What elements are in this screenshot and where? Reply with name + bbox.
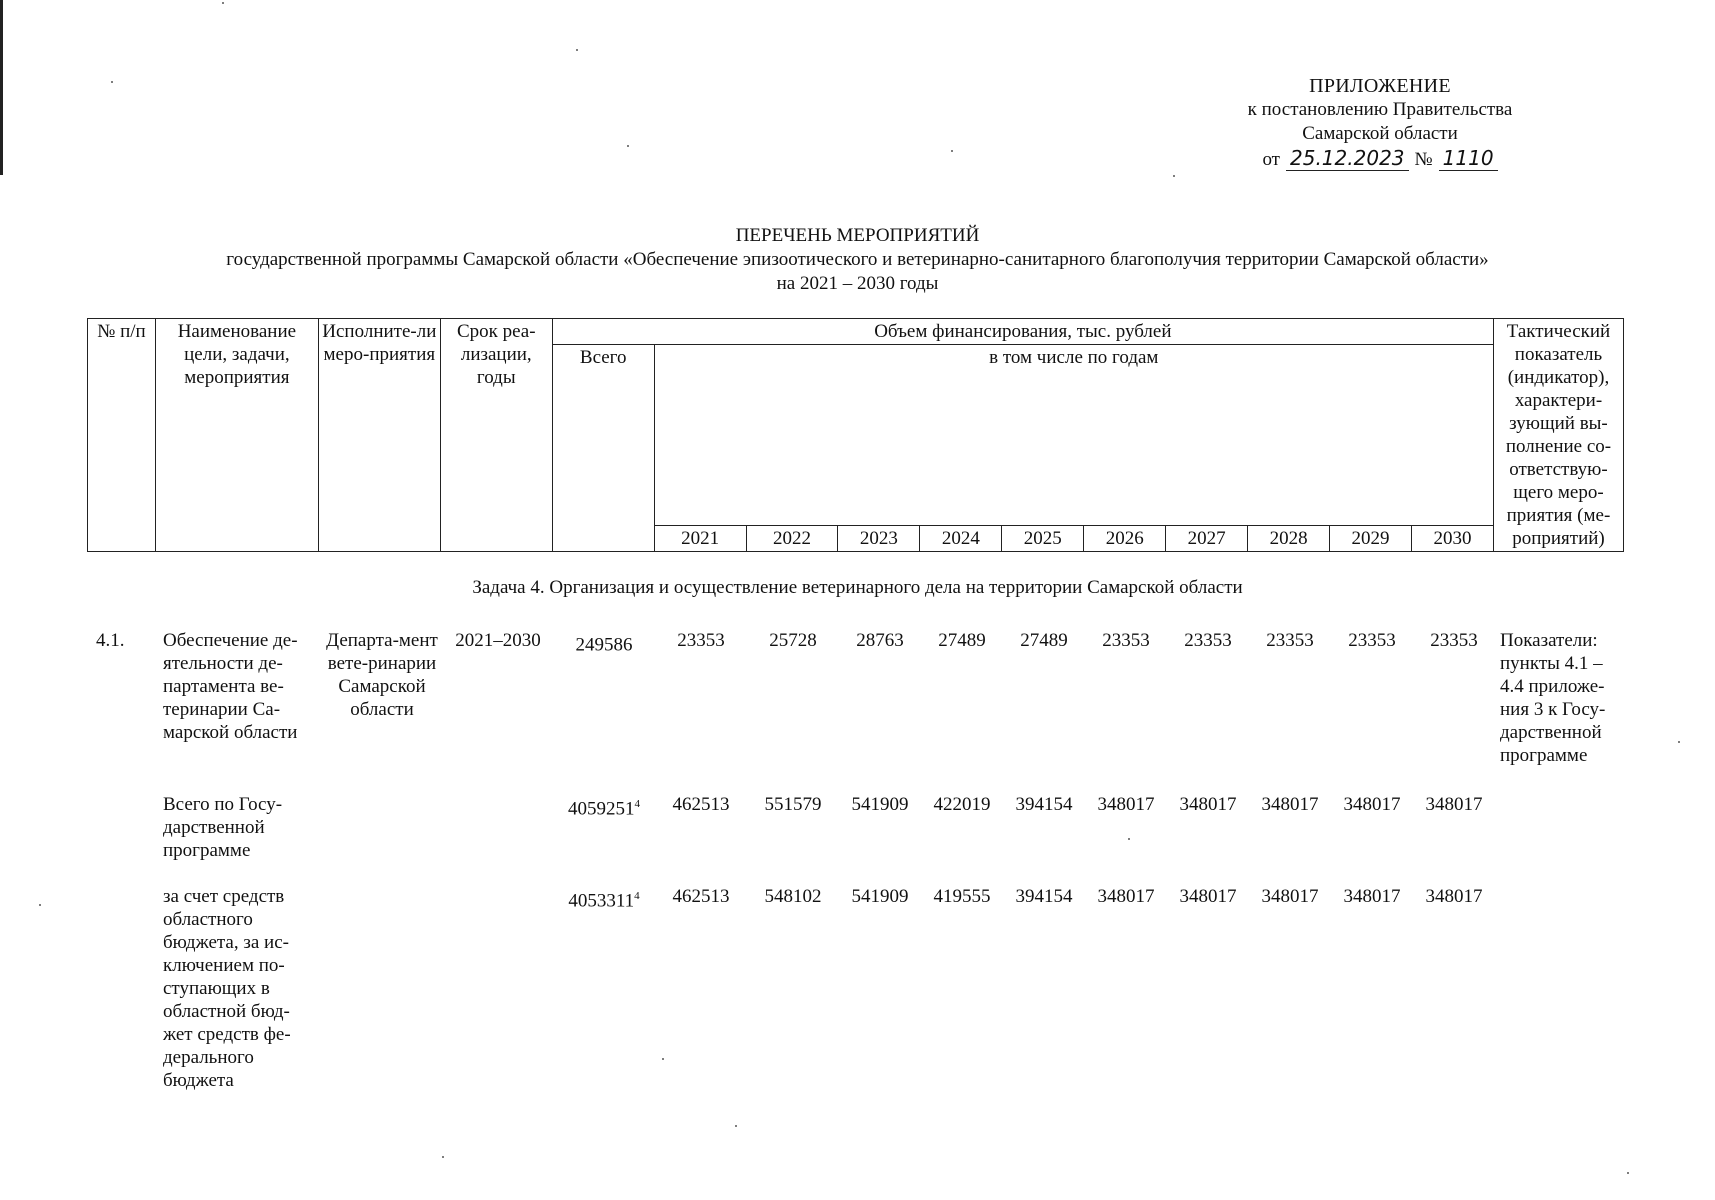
row-value-2027: 348017 (1179, 794, 1237, 815)
row-value-2025: 394154 (1015, 886, 1073, 907)
row-value-2030: 348017 (1425, 794, 1483, 815)
row-value-2029: 23353 (1348, 630, 1396, 651)
table-header (87, 318, 1624, 552)
scan-speck (735, 1125, 737, 1127)
row-value-2023: 541909 (851, 886, 909, 907)
annex-date: 25.12.2023 (1286, 146, 1409, 171)
scan-speck (222, 2, 224, 4)
header-term: Срок реа-лизации, годы (440, 319, 552, 552)
header-name: Наименование цели, задачи, мероприятия (155, 319, 318, 552)
row-value-2027: 23353 (1184, 630, 1232, 651)
row-value-2026: 348017 (1097, 794, 1155, 815)
row-value-2026: 23353 (1102, 630, 1150, 651)
document-subtitle: государственной программы Самарской области «Обеспечение эпизоотического и ветеринарно-санитарного благополучия территории Самарской области» (226, 249, 1489, 270)
annex-line-2: Самарской области (1302, 123, 1458, 144)
row-indicator: Показатели: пункты 4.1 – 4.4 приложе-ния 3 к Госу-дарственной программе (1500, 630, 1606, 766)
scan-speck (1173, 175, 1175, 177)
header-year: 2028 (1248, 526, 1330, 552)
scan-speck (662, 1058, 664, 1060)
document-title-block (0, 224, 1715, 296)
annex-line-1: к постановлению Правительства (1247, 99, 1513, 120)
row-value-2022: 551579 (764, 794, 822, 815)
row-value-2024: 27489 (938, 630, 986, 651)
header-total: Всего (552, 345, 654, 552)
header-no: № п/п (88, 319, 156, 552)
row-value-2029: 348017 (1343, 886, 1401, 907)
row-value-2028: 348017 (1261, 794, 1319, 815)
row-total-note: 4 (634, 890, 640, 902)
row-total (554, 629, 654, 656)
row-executor: Департа-мент вете-ринарии Самарской области (326, 630, 438, 720)
annex-date-number (1180, 146, 1580, 172)
scan-edge-mark (0, 0, 3, 175)
row-value-2024: 422019 (933, 794, 991, 815)
row-value-2023: 28763 (856, 630, 904, 651)
row-value-2022: 25728 (769, 630, 817, 651)
row-value-2028: 23353 (1266, 630, 1314, 651)
row-value-2021: 462513 (672, 794, 730, 815)
row-name: Всего по Госу-дарственной программе (163, 794, 283, 861)
row-value-2025: 27489 (1020, 630, 1068, 651)
row-value-2026: 348017 (1097, 886, 1155, 907)
document-period: на 2021 – 2030 годы (776, 273, 939, 294)
header-year: 2026 (1084, 526, 1166, 552)
row-value-2022: 548102 (764, 886, 822, 907)
header-year: 2027 (1166, 526, 1248, 552)
from-label: от (1262, 149, 1280, 170)
scan-speck (576, 49, 578, 51)
row-value-2027: 348017 (1179, 886, 1237, 907)
row-value-2024: 419555 (933, 886, 991, 907)
row-name: за счет средств областного бюджета, за ис-ключением по-ступающих в областной бюд-жет средств фе-дерального бюджета (163, 886, 291, 1091)
scan-speck (1678, 741, 1680, 743)
header-by-years: в том числе по годам (654, 345, 1493, 526)
row-total (554, 793, 654, 820)
scan-speck (442, 1156, 444, 1158)
row-name: Обеспечение де-ятельности де-партамента ве-теринарии Са-марской области (163, 630, 298, 743)
row-value-2025: 394154 (1015, 794, 1073, 815)
header-indicator: Тактический показатель (индикатор), характери-зующий вы-полнение со-ответствую-щего меро-приятия (ме-роприятий) (1493, 319, 1623, 552)
scan-speck (627, 145, 629, 147)
row-value-2021: 23353 (677, 630, 725, 651)
row-total-value: 4059251 (568, 798, 635, 820)
header-year: 2021 (654, 526, 746, 552)
number-label: № (1414, 149, 1433, 170)
row-total-value: 4053311 (568, 890, 635, 912)
header-financing: Объем финансирования, тыс. рублей (552, 319, 1493, 345)
task-heading: Задача 4. Организация и осуществление ветеринарного дела на территории Самарской области (472, 577, 1243, 598)
row-total-note: 4 (634, 798, 640, 810)
annex-title: ПРИЛОЖЕНИЕ (1309, 75, 1451, 97)
scan-speck (111, 81, 113, 83)
header-year: 2030 (1412, 526, 1494, 552)
document-title: ПЕРЕЧЕНЬ МЕРОПРИЯТИЙ (735, 225, 980, 246)
annex-number: 1110 (1439, 146, 1498, 171)
header-year: 2022 (746, 526, 838, 552)
annex-block (1180, 74, 1580, 172)
row-value-2023: 541909 (851, 794, 909, 815)
row-no: 4.1. (96, 630, 125, 651)
row-term: 2021–2030 (455, 630, 541, 651)
row-value-2029: 348017 (1343, 794, 1401, 815)
row-total (554, 885, 654, 912)
row-value-2028: 348017 (1261, 886, 1319, 907)
row-total-value: 249586 (575, 634, 633, 656)
header-year: 2025 (1002, 526, 1084, 552)
row-value-2030: 348017 (1425, 886, 1483, 907)
scan-speck (951, 150, 953, 152)
header-year: 2029 (1330, 526, 1412, 552)
scan-speck (1627, 1172, 1629, 1174)
header-year: 2023 (838, 526, 920, 552)
scan-speck (39, 904, 41, 906)
header-year: 2024 (920, 526, 1002, 552)
scan-speck (1128, 838, 1130, 840)
row-value-2021: 462513 (672, 886, 730, 907)
row-value-2030: 23353 (1430, 630, 1478, 651)
header-executors: Исполните-ли меро-приятия (318, 319, 440, 552)
